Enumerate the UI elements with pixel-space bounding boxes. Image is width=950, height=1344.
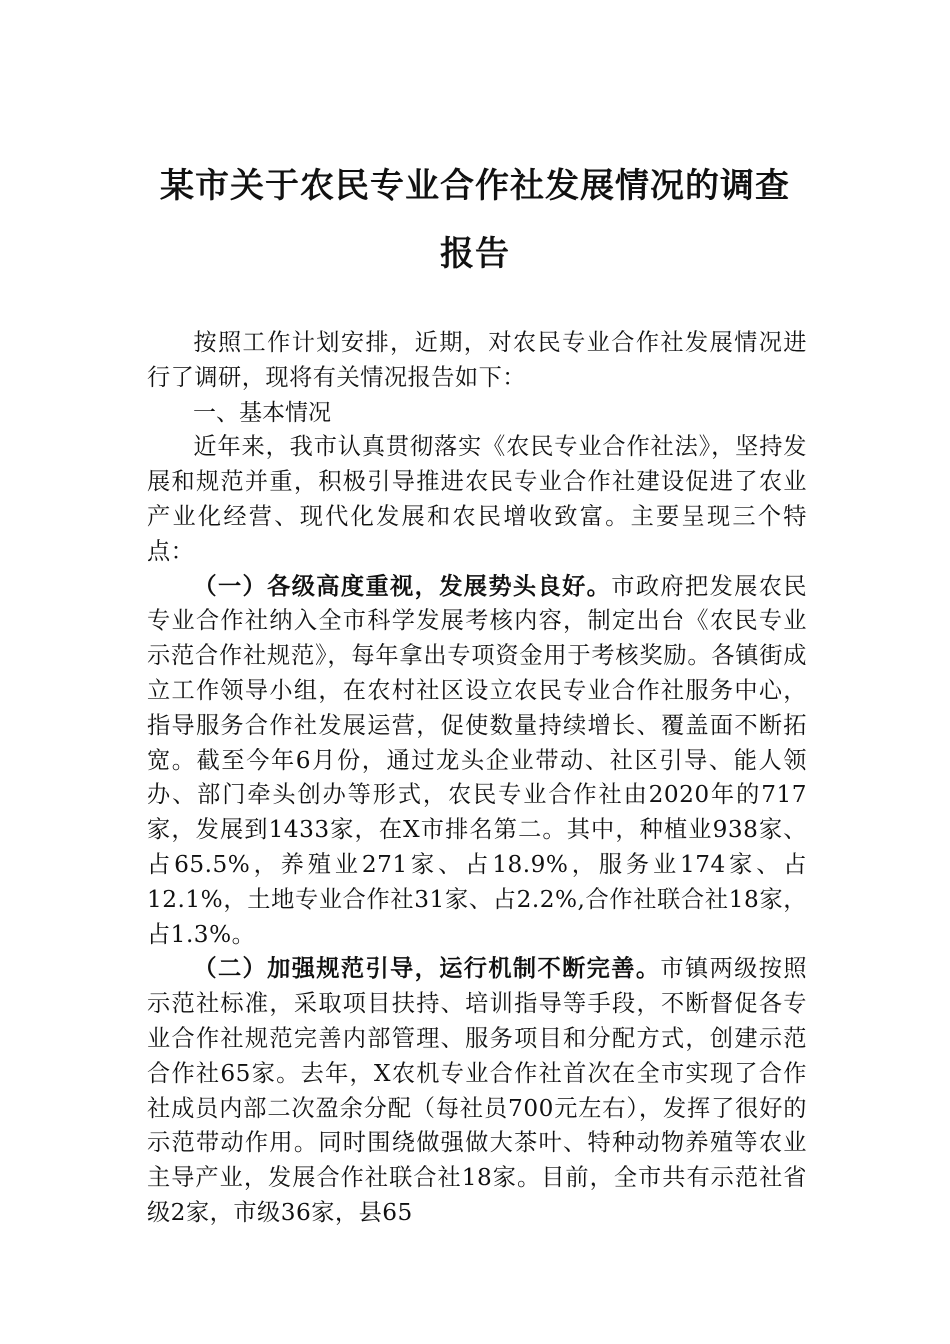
section-intro-paragraph: 近年来，我市认真贯彻落实《农民专业合作社法》，坚持发展和规范并重，积极引导推进农民专业合作社建设促进了农业产业化经营、现代化发展和农民增收致富。主要呈现三个特点： <box>147 433 807 565</box>
section-heading-basic-situation: 一、基本情况 <box>193 399 331 426</box>
point-two-paragraph <box>147 952 807 1230</box>
point-two-body: 市镇两级按照示范社标准，采取项目扶持、培训指导等手段，不断督促各专业合作社规范完善内部管理、服务项目和分配方式，创建示范合作社65家。去年，X农机专业合作社首次在全市实现了合作社成员内部二次盈余分配（每社员700元左右），发挥了很好的示范带动作用。同时围绕做强做大茶叶、特种动物养殖等农业主导产业，发展合作社联合社18家。目前，全市共有示范社省级2家，市级36家，县65 <box>147 955 808 1226</box>
document-title-line-1: 某市关于农民专业合作社发展情况的调查 <box>160 166 790 206</box>
intro-paragraph: 按照工作计划安排，近期，对农民专业合作社发展情况进行了调研，现将有关情况报告如下： <box>147 329 807 391</box>
document-title-line-2: 报告 <box>440 234 510 274</box>
point-two-lead: （二）加强规范引导，运行机制不断完善。 <box>193 955 661 983</box>
point-one-body: 市政府把发展农民专业合作社纳入全市科学发展考核内容，制定出台《农民专业示范合作社规范》，每年拿出专项资金用于考核奖励。各镇街成立工作领导小组，在农村社区设立农民专业合作社服务中心，指导服务合作社发展运营，促使数量持续增长、覆盖面不断拓宽。截至今年6月份，通过龙头企业带动、社区引导、能人领办、部门牵头创办等形式，农民专业合作社由2020年的717家，发展到1433家，在X市排名第二。其中，种植业938家、占65.5%，养殖业271家、占18.9%，服务业174家、占12.1%，土地专业合作社31家、占2.2%,合作社联合社18家，占1.3%。 <box>147 572 808 948</box>
document-body <box>147 326 807 1231</box>
point-one-lead: （一）各级高度重视，发展势头良好。 <box>193 572 612 600</box>
point-one-paragraph <box>147 570 807 953</box>
